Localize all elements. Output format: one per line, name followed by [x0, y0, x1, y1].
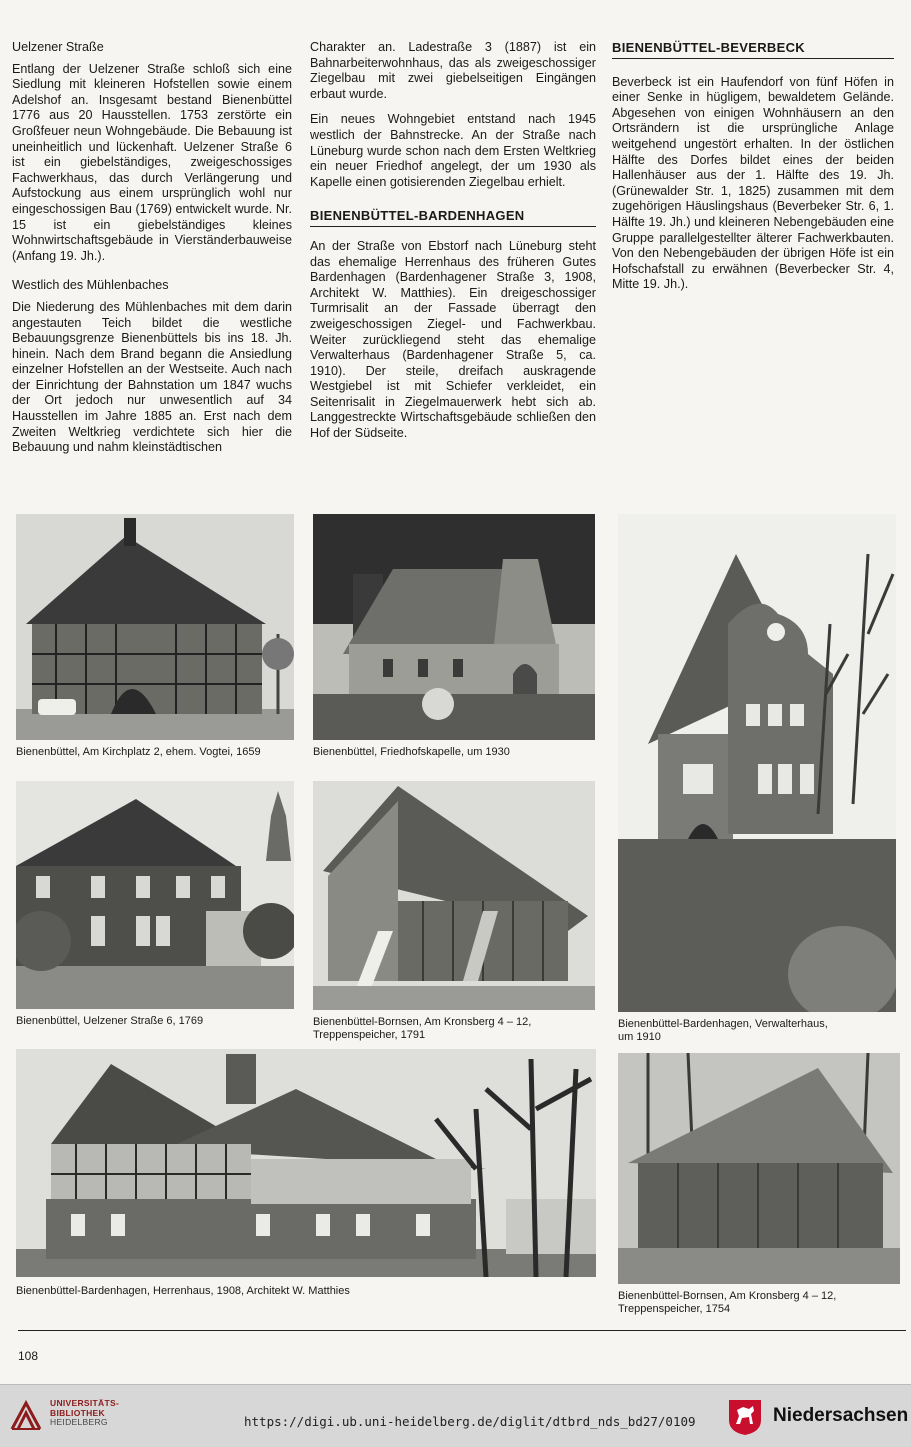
- text-column-1: [12, 40, 292, 466]
- paragraph: Ein neues Wohngebiet entstand nach 1945 westlich der Bahnstrecke. An der Straße nach Lüneburg wurde schon nach dem Ersten Weltkrieg ein neuer Friedhof angelegt, der um 1930 als Kapelle einen gotisierenden Ziegelbau erhielt.: [310, 112, 596, 189]
- caption-line: um 1910: [618, 1031, 661, 1043]
- caption-line: Bienenbüttel-Bornsen, Am Kronsberg 4 – 12,: [618, 1290, 837, 1302]
- caption-treppenspeicher-1754: [618, 1290, 836, 1316]
- photo-treppenspeicher-1754: [618, 1053, 900, 1284]
- caption-friedhofskapelle: Bienenbüttel, Friedhofskapelle, um 1930: [313, 746, 510, 758]
- subheading-uelzener-strasse: Uelzener Straße: [12, 40, 104, 54]
- photo-friedhofskapelle: [313, 514, 595, 740]
- page-number: 108: [18, 1349, 39, 1363]
- photo-verwalterhaus: [618, 514, 896, 1012]
- photo-treppenspeicher-1791: [313, 781, 595, 1010]
- caption-line: Bienenbüttel-Bornsen, Am Kronsberg 4 – 12,: [313, 1016, 532, 1028]
- caption-vogtei: Bienenbüttel, Am Kirchplatz 2, ehem. Vogtei, 1659: [16, 746, 261, 758]
- paragraph: Charakter an. Ladestraße 3 (1887) ist ein Bahnarbeiterwohnhaus, das als zweigeschossiger Ziegelbau mit zwei giebelseitigen Eingängen erbaut wurde.: [310, 40, 596, 101]
- caption-line: Treppenspeicher, 1791: [313, 1029, 426, 1041]
- caption-verwalterhaus: [618, 1018, 828, 1044]
- text-column-3: [612, 40, 894, 303]
- caption-line: Bienenbüttel-Bardenhagen, Verwalterhaus,: [618, 1018, 828, 1030]
- footer-bar: [0, 1384, 911, 1447]
- paragraph: Die Niederung des Mühlenbaches mit dem darin angestauten Teich bildet die westliche Bebauungsgrenze Bienenbüttels bis ins 18. Jh. hinein. Nach dem Brand begann die Ansiedlung einzelner Hofstellen an der Westseite. Auch nach der Einrichtung der Bahnstation um 1847 wuchs der Ort jedoch nur unwesentlich auf 34 Hausstellen im Jahre 1885 an. Erst nach dem Zweiten Weltkrieg verdichtete sich hier die Bebauung und nahm kleinstädtischen: [12, 299, 292, 455]
- niedersachsen-horse-crest-icon: [727, 1398, 763, 1436]
- text-column-2: [310, 40, 596, 452]
- section-heading-bardenhagen: BIENENBÜTTEL-BARDENHAGEN: [310, 208, 596, 227]
- caption-treppenspeicher-1791: [313, 1016, 531, 1042]
- section-heading-beverbeck: BIENENBÜTTEL-BEVERBECK: [612, 40, 894, 59]
- photo-vogtei: [16, 514, 294, 740]
- subheading-westlich-muehlenbach: Westlich des Mühlenbaches: [12, 278, 169, 293]
- university-library-logo-icon: [10, 1399, 42, 1431]
- document-url-link[interactable]: https://digi.ub.uni-heidelberg.de/diglit/dtbrd_nds_bd27/0109: [244, 1414, 696, 1429]
- library-name[interactable]: [50, 1399, 119, 1428]
- caption-line: Treppenspeicher, 1754: [618, 1303, 731, 1315]
- state-name[interactable]: Niedersachsen: [773, 1405, 909, 1426]
- paragraph: Beverbeck ist ein Haufendorf von fünf Höfen in einer Senke in hügligem, bewaldetem Gelände. Abgesehen von einigen Wohnhäusern an den Ortsrändern ist die ursprüngliche Anlage weitgehend ungestört erhalten. In der östlichen Hälfte des Dorfes bildet eines der beiden Hallenhäuser aus der 1. Hälfte des 19. Jh. (Grünewalder Str. 1, 1825) zusammen mit dem zugehörigen Häuslingshaus (Beverbeker Str. 6, 1. Hälfte 19. Jh.) und kleineren Nebengebäuden eine Gruppe parallelgestellter älterer Fachwerkbauten. Von den Nebengebäuden der übrigen Höfe ist ein Hofschafstall zu erwähnen (Beverbecker Str. 4, Mitte 19. Jh.).: [612, 74, 894, 292]
- paragraph: Entlang der Uelzener Straße schloß sich eine Siedlung mit kleineren Hofstellen sowie einem Adelshof an. Insgesamt bestand Bienenbüttel 1776 aus 20 Hausstellen. 1753 zerstörte ein Großfeuer neun Wohngebäude. Die Bebauung ist uneinheitlich und lückenhaft. Uelzener Straße 6 ist ein giebelständiges, zweigeschossiges Fachwerkhaus, das durch Verlängerung und Aufstockung aus einem ursprünglich wohl nur eingeschossigen Bau (1769) entwickelt wurde. Nr. 15 ist ein giebelständiges kleines Wohnwirtschaftsgebäude in Vierständerbauweise (Anfang 19. Jh.).: [12, 61, 292, 263]
- library-name-line: BIBLIOTHEK: [50, 1407, 105, 1418]
- photo-uelzener-strasse-6: [16, 781, 294, 1009]
- library-name-line: UNIVERSITÄTS-: [50, 1398, 120, 1408]
- page-rule: [18, 1330, 906, 1331]
- photo-herrenhaus: [16, 1049, 596, 1277]
- library-name-line: HEIDELBERG: [50, 1417, 108, 1427]
- caption-uelzener-strasse: Bienenbüttel, Uelzener Straße 6, 1769: [16, 1015, 204, 1027]
- caption-herrenhaus: Bienenbüttel-Bardenhagen, Herrenhaus, 1908, Architekt W. Matthies: [16, 1285, 350, 1297]
- paragraph: An der Straße von Ebstorf nach Lüneburg steht das ehemalige Herrenhaus des früheren Gutes Bardenhagen (Bardenhagener Straße 3, 1908, Architekt W. Matthies). Ein dreigeschossiger Turmrisalit an der Fassade überragt den zweigeschossigen Ziegel- und Fachwerkbau. Weiter zurückliegend steht das ehemalige Verwalterhaus (Bardenhagener Straße 5, ca. 1910). Der steile, dreifach auskragende Westgiebel ist mit Schiefer verkleidet, ein Seitenrisalit in Ziegelmauerwerk hebt sich ab. Langgestreckte Wirtschaftsgebäude schließen den Hof der Südseite.: [310, 238, 596, 441]
